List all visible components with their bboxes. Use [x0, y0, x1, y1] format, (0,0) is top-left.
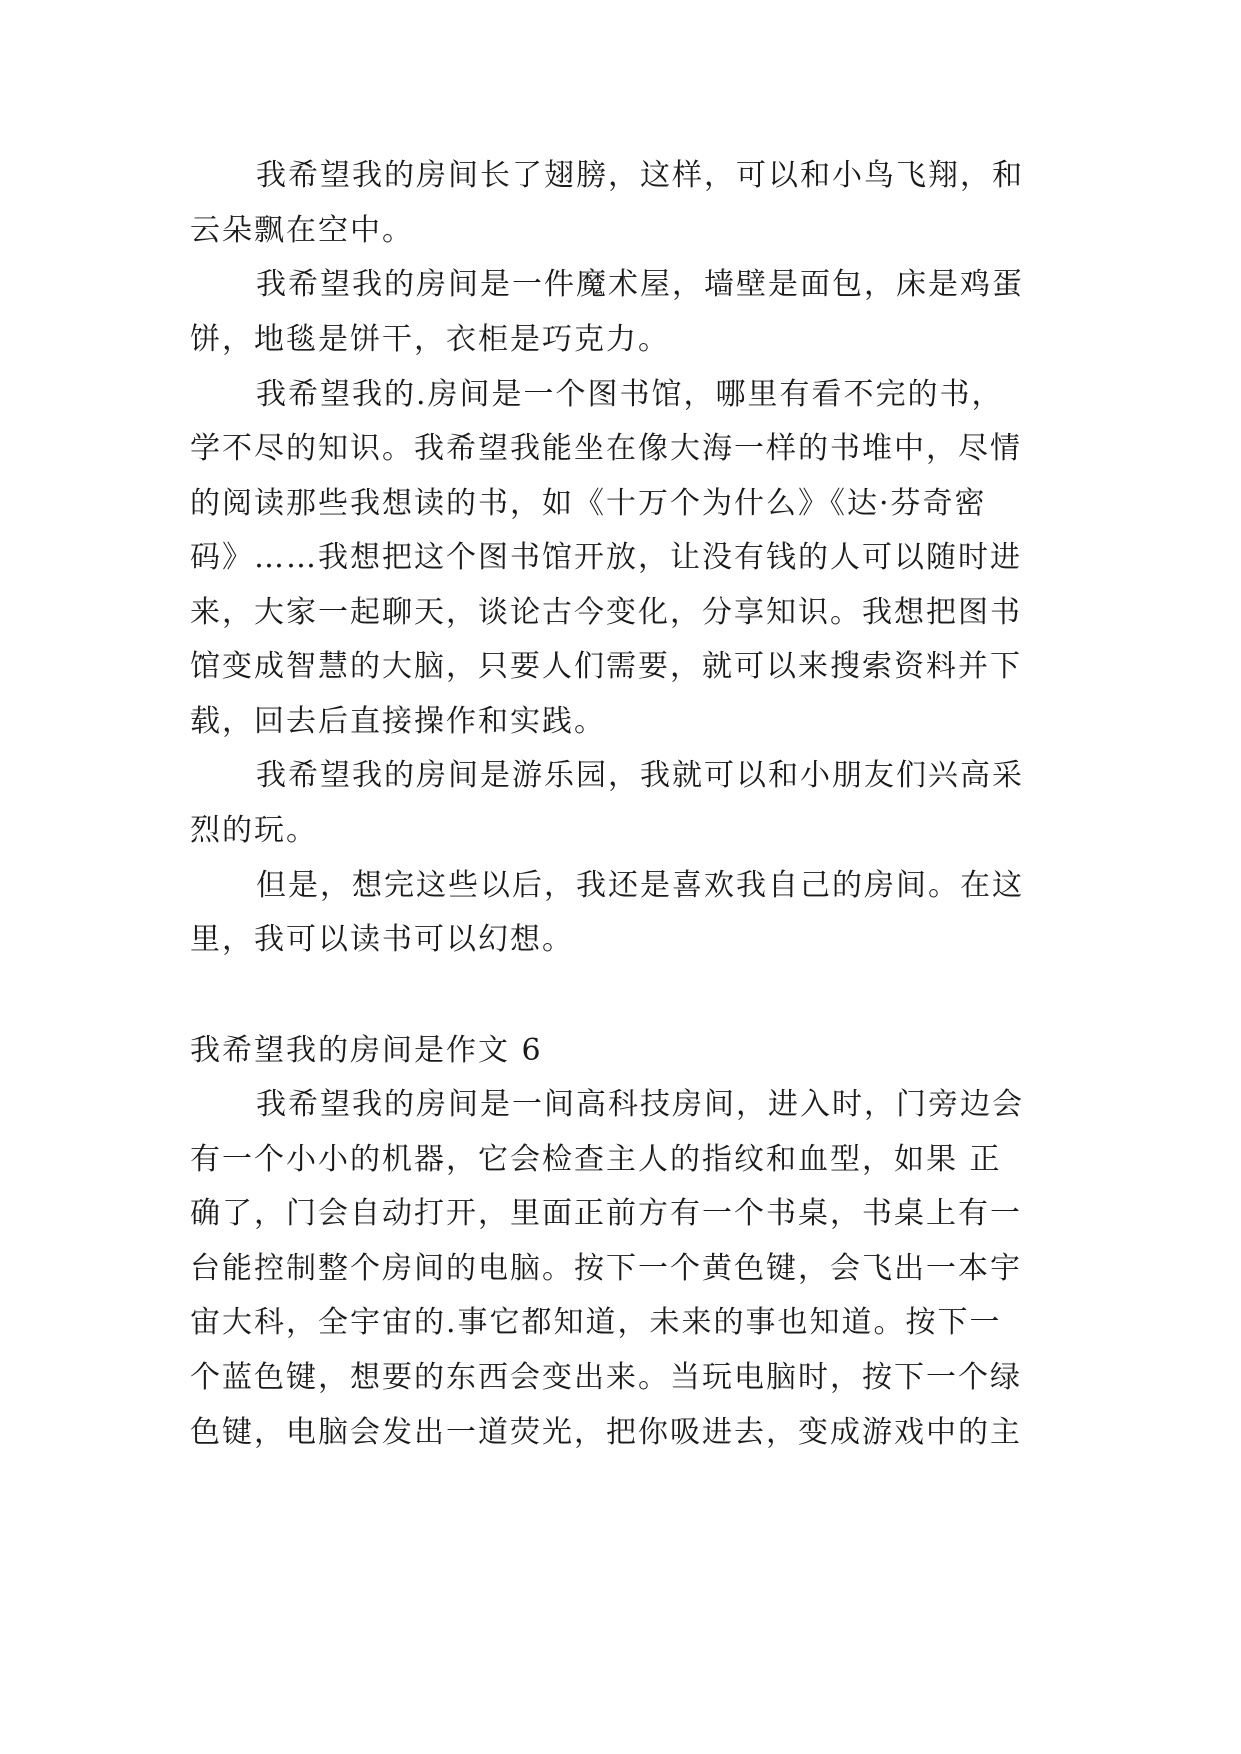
- section-paragraph-line-3: 确了，门会自动打开，里面正前方有一个书桌，书桌上有一: [190, 1196, 1022, 1231]
- section-paragraph-line-4: 台能控制整个房间的电脑。按下一个黄色键，会飞出一本宇: [190, 1251, 1022, 1286]
- section-title: 我希望我的房间是作文 6: [190, 1033, 543, 1068]
- section-paragraph-line-2: 有一个小小的机器，它会检查主人的指纹和血型，如果 正: [190, 1142, 1002, 1177]
- section-paragraph-line-6: 个蓝色键，想要的东西会变出来。当玩电脑时，按下一个绿: [190, 1360, 1022, 1395]
- paragraph-2-line-2: 饼，地毯是饼干，衣柜是巧克力。: [190, 322, 670, 357]
- section-paragraph-line-5: 宙大科，全宇宙的.事它都知道，未来的事也知道。按下一: [190, 1305, 1002, 1340]
- paragraph-3-line-7: 载，回去后直接操作和实践。: [190, 704, 606, 739]
- paragraph-4-line-1: 我希望我的房间是游乐园，我就可以和小朋友们兴高采: [256, 758, 1024, 793]
- paragraph-5-line-1: 但是，想完这些以后，我还是喜欢我自己的房间。在这: [256, 868, 1024, 903]
- paragraph-3-line-2: 学不尽的知识。我希望我能坐在像大海一样的书堆中，尽情: [190, 431, 1022, 466]
- paragraph-1-line-2: 云朵飘在空中。: [190, 213, 414, 248]
- section-paragraph-line-7: 色键，电脑会发出一道荧光，把你吸进去，变成游戏中的主: [190, 1415, 1022, 1450]
- section-paragraph-line-1: 我希望我的房间是一间高科技房间，进入时，门旁边会: [256, 1087, 1024, 1122]
- paragraph-3-line-5: 来，大家一起聊天，谈论古今变化，分享知识。我想把图书: [190, 595, 1022, 630]
- paragraph-3-line-3: 的阅读那些我想读的书，如《十万个为什么》《达·芬奇密: [190, 486, 987, 521]
- paragraph-3-line-6: 馆变成智慧的大脑，只要人们需要，就可以来搜索资料并下: [190, 649, 1022, 684]
- paragraph-2-line-1: 我希望我的房间是一件魔术屋，墙壁是面包，床是鸡蛋: [256, 267, 1024, 302]
- paragraph-5-line-2: 里，我可以读书可以幻想。: [190, 922, 574, 957]
- paragraph-3-line-4: 码》……我想把这个图书馆开放，让没有钱的人可以随时进: [190, 540, 1022, 575]
- paragraph-3-line-1: 我希望我的.房间是一个图书馆，哪里有看不完的书，: [256, 377, 1004, 412]
- paragraph-1-line-1: 我希望我的房间长了翅膀，这样，可以和小鸟飞翔，和: [256, 158, 1024, 193]
- paragraph-4-line-2: 烈的玩。: [190, 813, 318, 848]
